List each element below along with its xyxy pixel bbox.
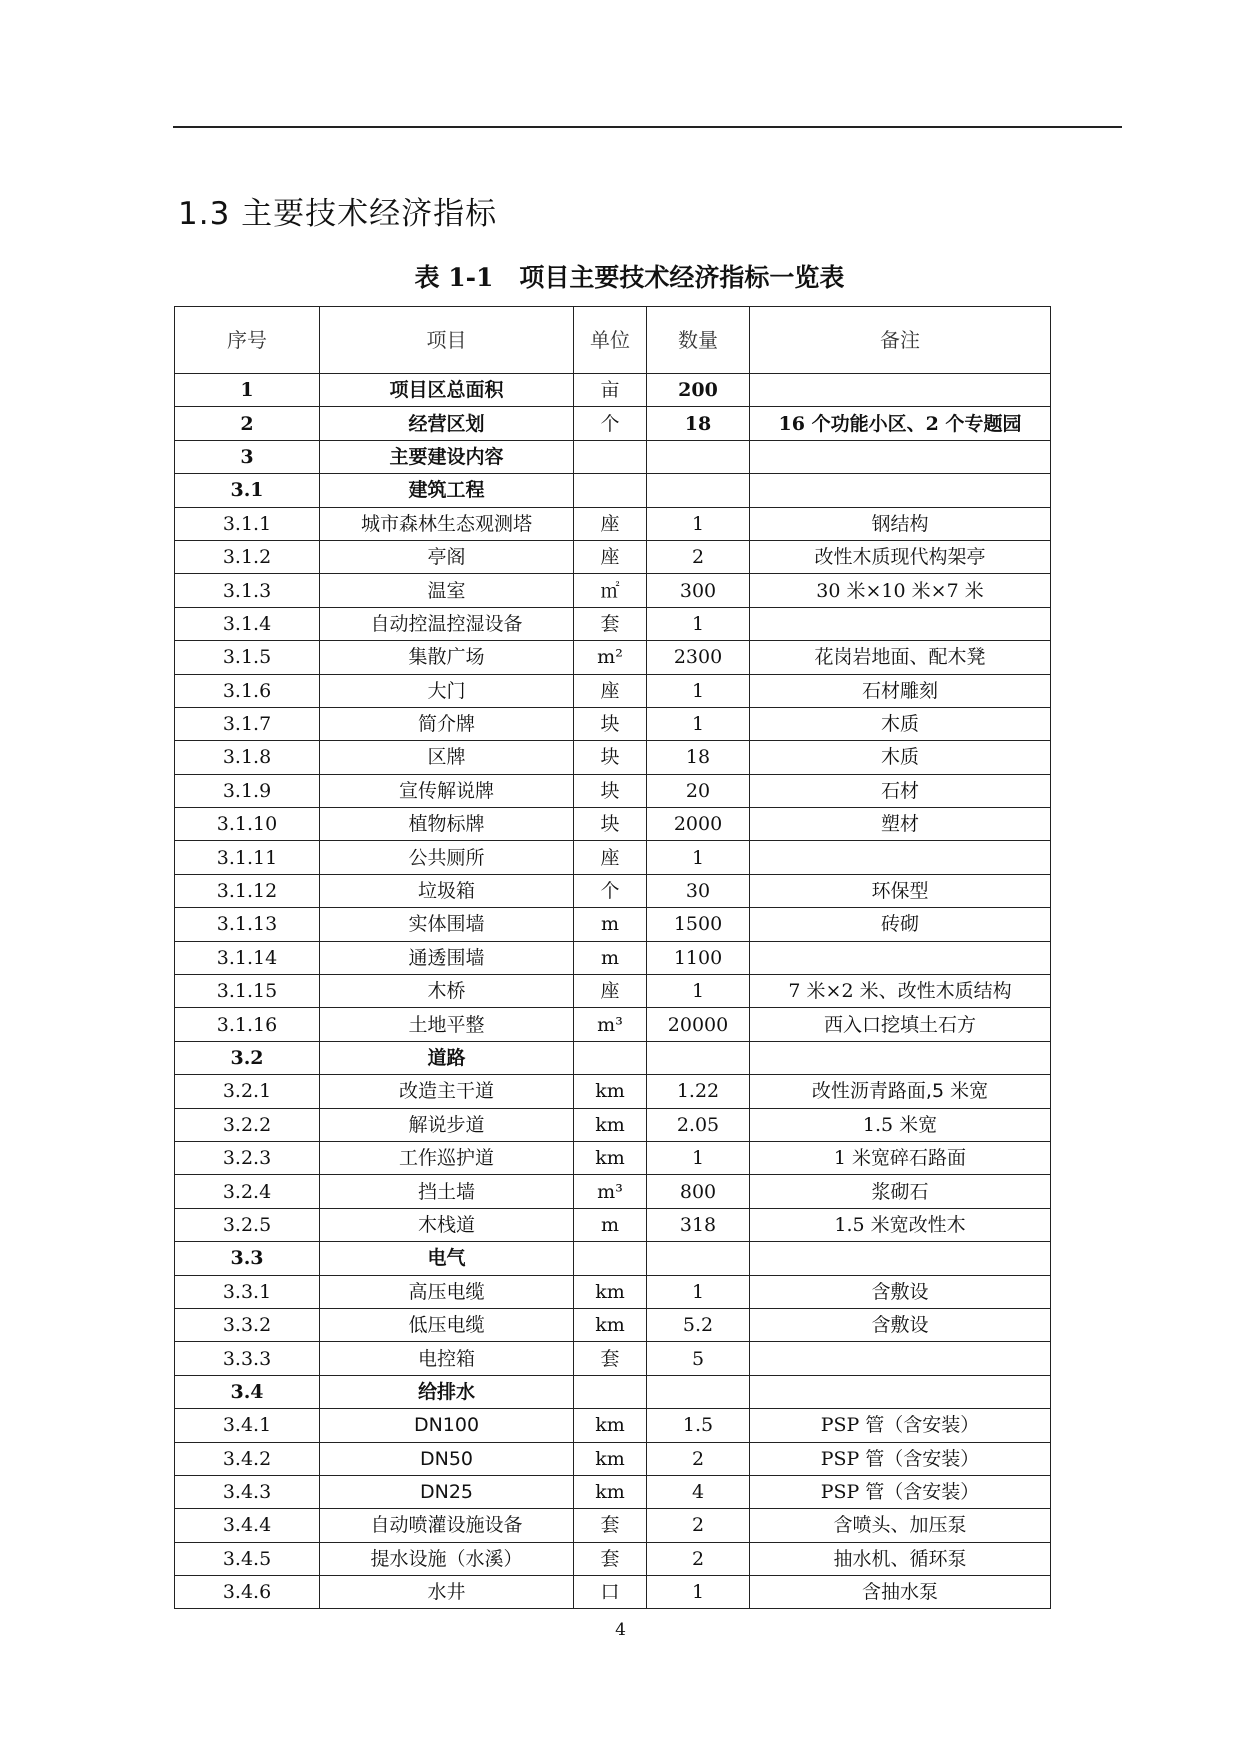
cell-qty: 18: [647, 741, 750, 774]
cell-qty: 1: [647, 1275, 750, 1308]
cell-note: [750, 607, 1051, 640]
cell-note: 花岗岩地面、配木凳: [750, 641, 1051, 674]
cell-no: 3.1.7: [175, 707, 320, 740]
table-row: [175, 474, 1051, 507]
cell-no: 3.4.2: [175, 1442, 320, 1475]
cell-item: 区牌: [320, 741, 574, 774]
cell-unit: ㎡: [574, 574, 647, 607]
cell-item: 实体围墙: [320, 908, 574, 941]
cell-unit: 个: [574, 407, 647, 440]
cell-no: 3.1.8: [175, 741, 320, 774]
table-row: [175, 1075, 1051, 1108]
cell-no: 3.1.9: [175, 774, 320, 807]
cell-note: 改性木质现代构架亭: [750, 540, 1051, 573]
table-row: [175, 607, 1051, 640]
cell-unit: 块: [574, 774, 647, 807]
cell-qty: [647, 440, 750, 473]
cell-no: 3.2.5: [175, 1208, 320, 1241]
cell-no: 3.1.13: [175, 908, 320, 941]
cell-no: 3.4.4: [175, 1509, 320, 1542]
cell-unit: 座: [574, 975, 647, 1008]
cell-item: 亭阁: [320, 540, 574, 573]
cell-note: 含喷头、加压泵: [750, 1509, 1051, 1542]
table-row: [175, 707, 1051, 740]
cell-no: 3.1.10: [175, 808, 320, 841]
cell-unit: 口: [574, 1576, 647, 1609]
cell-no: 3.1.1: [175, 507, 320, 540]
cell-unit: km: [574, 1275, 647, 1308]
cell-no: 3.4.6: [175, 1576, 320, 1609]
cell-no: 3.1.2: [175, 540, 320, 573]
cell-qty: 2.05: [647, 1108, 750, 1141]
cell-note: 石材: [750, 774, 1051, 807]
cell-qty: 1: [647, 607, 750, 640]
cell-qty: 1: [647, 674, 750, 707]
cell-item: 城市森林生态观测塔: [320, 507, 574, 540]
cell-unit: km: [574, 1141, 647, 1174]
column-header-note: 备注: [750, 307, 1051, 374]
cell-unit: 块: [574, 808, 647, 841]
cell-no: 3.2.2: [175, 1108, 320, 1141]
cell-note: 木质: [750, 707, 1051, 740]
cell-unit: 套: [574, 1509, 647, 1542]
cell-unit: m³: [574, 1175, 647, 1208]
column-header-no: 序号: [175, 307, 320, 374]
cell-no: 3.3: [175, 1242, 320, 1275]
table-row: [175, 1008, 1051, 1041]
table-row: [175, 808, 1051, 841]
cell-item: 给排水: [320, 1375, 574, 1408]
cell-unit: km: [574, 1308, 647, 1341]
cell-item: 土地平整: [320, 1008, 574, 1041]
cell-qty: [647, 474, 750, 507]
cell-no: 2: [175, 407, 320, 440]
cell-no: 3.1.3: [175, 574, 320, 607]
cell-no: 3.4: [175, 1375, 320, 1408]
cell-unit: km: [574, 1108, 647, 1141]
cell-no: 3.1.4: [175, 607, 320, 640]
cell-note: 1 米宽碎石路面: [750, 1141, 1051, 1174]
cell-item: 自动喷灌设施设备: [320, 1509, 574, 1542]
cell-qty: 1: [647, 507, 750, 540]
cell-no: 3.1.5: [175, 641, 320, 674]
cell-qty: 4: [647, 1475, 750, 1508]
indicator-table: [174, 306, 1051, 1609]
cell-item: 木桥: [320, 975, 574, 1008]
cell-note: 含敷设: [750, 1275, 1051, 1308]
cell-qty: 1.5: [647, 1409, 750, 1442]
cell-item: 公共厕所: [320, 841, 574, 874]
cell-no: 3.4.3: [175, 1475, 320, 1508]
cell-qty: 2: [647, 1542, 750, 1575]
cell-qty: 20: [647, 774, 750, 807]
cell-note: 改性沥青路面,5 米宽: [750, 1075, 1051, 1108]
table-row: [175, 1409, 1051, 1442]
cell-item: 自动控温控湿设备: [320, 607, 574, 640]
section-heading: 1.3 主要技术经济指标: [178, 196, 498, 232]
cell-item: 建筑工程: [320, 474, 574, 507]
cell-note: PSP 管（含安装）: [750, 1442, 1051, 1475]
cell-note: 木质: [750, 741, 1051, 774]
cell-unit: 块: [574, 741, 647, 774]
cell-no: 3.1: [175, 474, 320, 507]
table-row: [175, 407, 1051, 440]
cell-no: 3.3.3: [175, 1342, 320, 1375]
cell-qty: 1.22: [647, 1075, 750, 1108]
table-row: [175, 908, 1051, 941]
cell-note: 钢结构: [750, 507, 1051, 540]
cell-note: [750, 841, 1051, 874]
cell-item: 植物标牌: [320, 808, 574, 841]
cell-unit: m: [574, 941, 647, 974]
table-row: [175, 440, 1051, 473]
cell-qty: 200: [647, 374, 750, 407]
cell-qty: 5.2: [647, 1308, 750, 1341]
table-row: [175, 1242, 1051, 1275]
cell-unit: m²: [574, 641, 647, 674]
cell-unit: 个: [574, 874, 647, 907]
cell-qty: 1: [647, 1576, 750, 1609]
table-row: [175, 574, 1051, 607]
cell-note: [750, 941, 1051, 974]
table-row: [175, 1509, 1051, 1542]
cell-item: 主要建设内容: [320, 440, 574, 473]
cell-qty: 30: [647, 874, 750, 907]
cell-no: 3.2.4: [175, 1175, 320, 1208]
cell-no: 3.1.15: [175, 975, 320, 1008]
cell-qty: 2: [647, 540, 750, 573]
cell-unit: m³: [574, 1008, 647, 1041]
cell-note: 16 个功能小区、2 个专题园: [750, 407, 1051, 440]
cell-note: 抽水机、循环泵: [750, 1542, 1051, 1575]
cell-item: 高压电缆: [320, 1275, 574, 1308]
cell-item: 道路: [320, 1041, 574, 1074]
cell-unit: 套: [574, 607, 647, 640]
cell-qty: 18: [647, 407, 750, 440]
cell-item: 集散广场: [320, 641, 574, 674]
cell-no: 3.3.2: [175, 1308, 320, 1341]
cell-qty: 800: [647, 1175, 750, 1208]
cell-unit: [574, 1041, 647, 1074]
table-row: [175, 1108, 1051, 1141]
table-row: [175, 941, 1051, 974]
cell-item: 改造主干道: [320, 1075, 574, 1108]
table-row: [175, 1576, 1051, 1609]
cell-item: 垃圾箱: [320, 874, 574, 907]
cell-note: [750, 374, 1051, 407]
cell-unit: [574, 474, 647, 507]
table-row: [175, 374, 1051, 407]
table-row: [175, 1375, 1051, 1408]
cell-note: [750, 474, 1051, 507]
cell-item: DN100: [320, 1409, 574, 1442]
cell-unit: 座: [574, 674, 647, 707]
cell-item: 项目区总面积: [320, 374, 574, 407]
cell-no: 3.4.5: [175, 1542, 320, 1575]
cell-no: 3.2.3: [175, 1141, 320, 1174]
column-header-unit: 单位: [574, 307, 647, 374]
cell-no: 3.1.16: [175, 1008, 320, 1041]
cell-note: 30 米×10 米×7 米: [750, 574, 1051, 607]
cell-note: [750, 440, 1051, 473]
column-header-qty: 数量: [647, 307, 750, 374]
cell-note: 浆砌石: [750, 1175, 1051, 1208]
table-row: [175, 874, 1051, 907]
table-row: [175, 741, 1051, 774]
cell-qty: [647, 1041, 750, 1074]
cell-item: 电气: [320, 1242, 574, 1275]
cell-no: 3.1.12: [175, 874, 320, 907]
table-row: [175, 1041, 1051, 1074]
table-row: [175, 774, 1051, 807]
cell-unit: km: [574, 1442, 647, 1475]
header-rule: [173, 126, 1122, 128]
cell-item: 低压电缆: [320, 1308, 574, 1341]
cell-note: 含抽水泵: [750, 1576, 1051, 1609]
table-row: [175, 841, 1051, 874]
table-row: [175, 975, 1051, 1008]
cell-unit: [574, 1375, 647, 1408]
cell-no: 1: [175, 374, 320, 407]
table-row: [175, 641, 1051, 674]
cell-note: 1.5 米宽改性木: [750, 1208, 1051, 1241]
cell-item: 宣传解说牌: [320, 774, 574, 807]
table-caption-number: 表 1-1: [414, 263, 494, 292]
table-row: [175, 1208, 1051, 1241]
cell-note: [750, 1342, 1051, 1375]
cell-note: 含敷设: [750, 1308, 1051, 1341]
cell-item: 经营区划: [320, 407, 574, 440]
cell-qty: 1: [647, 975, 750, 1008]
cell-item: 大门: [320, 674, 574, 707]
cell-qty: 1100: [647, 941, 750, 974]
table-row: [175, 1308, 1051, 1341]
cell-qty: 2300: [647, 641, 750, 674]
table-row: [175, 540, 1051, 573]
cell-note: 石材雕刻: [750, 674, 1051, 707]
cell-unit: [574, 1242, 647, 1275]
cell-qty: 318: [647, 1208, 750, 1241]
cell-unit: m: [574, 908, 647, 941]
cell-unit: 套: [574, 1342, 647, 1375]
cell-note: 塑材: [750, 808, 1051, 841]
cell-qty: 1: [647, 1141, 750, 1174]
cell-no: 3: [175, 440, 320, 473]
cell-item: DN25: [320, 1475, 574, 1508]
cell-note: 西入口挖填土石方: [750, 1008, 1051, 1041]
cell-note: 环保型: [750, 874, 1051, 907]
table-row: [175, 507, 1051, 540]
cell-item: 解说步道: [320, 1108, 574, 1141]
cell-item: 温室: [320, 574, 574, 607]
cell-item: 电控箱: [320, 1342, 574, 1375]
cell-unit: km: [574, 1075, 647, 1108]
cell-unit: 座: [574, 540, 647, 573]
cell-item: 简介牌: [320, 707, 574, 740]
table-caption: [0, 258, 1241, 294]
cell-unit: [574, 440, 647, 473]
cell-note: 砖砌: [750, 908, 1051, 941]
cell-no: 3.3.1: [175, 1275, 320, 1308]
cell-no: 3.1.11: [175, 841, 320, 874]
cell-unit: 块: [574, 707, 647, 740]
cell-note: 7 米×2 米、改性木质结构: [750, 975, 1051, 1008]
cell-no: 3.2.1: [175, 1075, 320, 1108]
cell-qty: 20000: [647, 1008, 750, 1041]
cell-unit: 座: [574, 507, 647, 540]
cell-unit: km: [574, 1475, 647, 1508]
cell-qty: 1: [647, 841, 750, 874]
cell-qty: [647, 1375, 750, 1408]
cell-note: [750, 1375, 1051, 1408]
cell-item: DN50: [320, 1442, 574, 1475]
cell-qty: 2: [647, 1442, 750, 1475]
table-row: [175, 1175, 1051, 1208]
table-row: [175, 674, 1051, 707]
table-row: [175, 1442, 1051, 1475]
cell-qty: [647, 1242, 750, 1275]
cell-item: 通透围墙: [320, 941, 574, 974]
table-row: [175, 1342, 1051, 1375]
cell-unit: 亩: [574, 374, 647, 407]
cell-qty: 1: [647, 707, 750, 740]
table-row: [175, 1275, 1051, 1308]
cell-item: 木栈道: [320, 1208, 574, 1241]
cell-unit: 座: [574, 841, 647, 874]
cell-no: 3.1.6: [175, 674, 320, 707]
table-row: [175, 1542, 1051, 1575]
cell-unit: km: [574, 1409, 647, 1442]
table-caption-title: 项目主要技术经济指标一览表: [519, 263, 845, 292]
table-header-row: [175, 307, 1051, 374]
table-row: [175, 1475, 1051, 1508]
cell-unit: 套: [574, 1542, 647, 1575]
cell-qty: 2000: [647, 808, 750, 841]
page-number: 4: [615, 1620, 626, 1640]
cell-note: [750, 1041, 1051, 1074]
cell-no: 3.4.1: [175, 1409, 320, 1442]
cell-unit: m: [574, 1208, 647, 1241]
cell-qty: 2: [647, 1509, 750, 1542]
cell-note: PSP 管（含安装）: [750, 1475, 1051, 1508]
cell-no: 3.2: [175, 1041, 320, 1074]
cell-qty: 5: [647, 1342, 750, 1375]
cell-note: 1.5 米宽: [750, 1108, 1051, 1141]
column-header-item: 项目: [320, 307, 574, 374]
table-row: [175, 1141, 1051, 1174]
cell-item: 挡土墙: [320, 1175, 574, 1208]
cell-item: 提水设施（水溪）: [320, 1542, 574, 1575]
cell-note: [750, 1242, 1051, 1275]
cell-qty: 1500: [647, 908, 750, 941]
cell-item: 水井: [320, 1576, 574, 1609]
cell-item: 工作巡护道: [320, 1141, 574, 1174]
cell-no: 3.1.14: [175, 941, 320, 974]
cell-qty: 300: [647, 574, 750, 607]
cell-note: PSP 管（含安装）: [750, 1409, 1051, 1442]
